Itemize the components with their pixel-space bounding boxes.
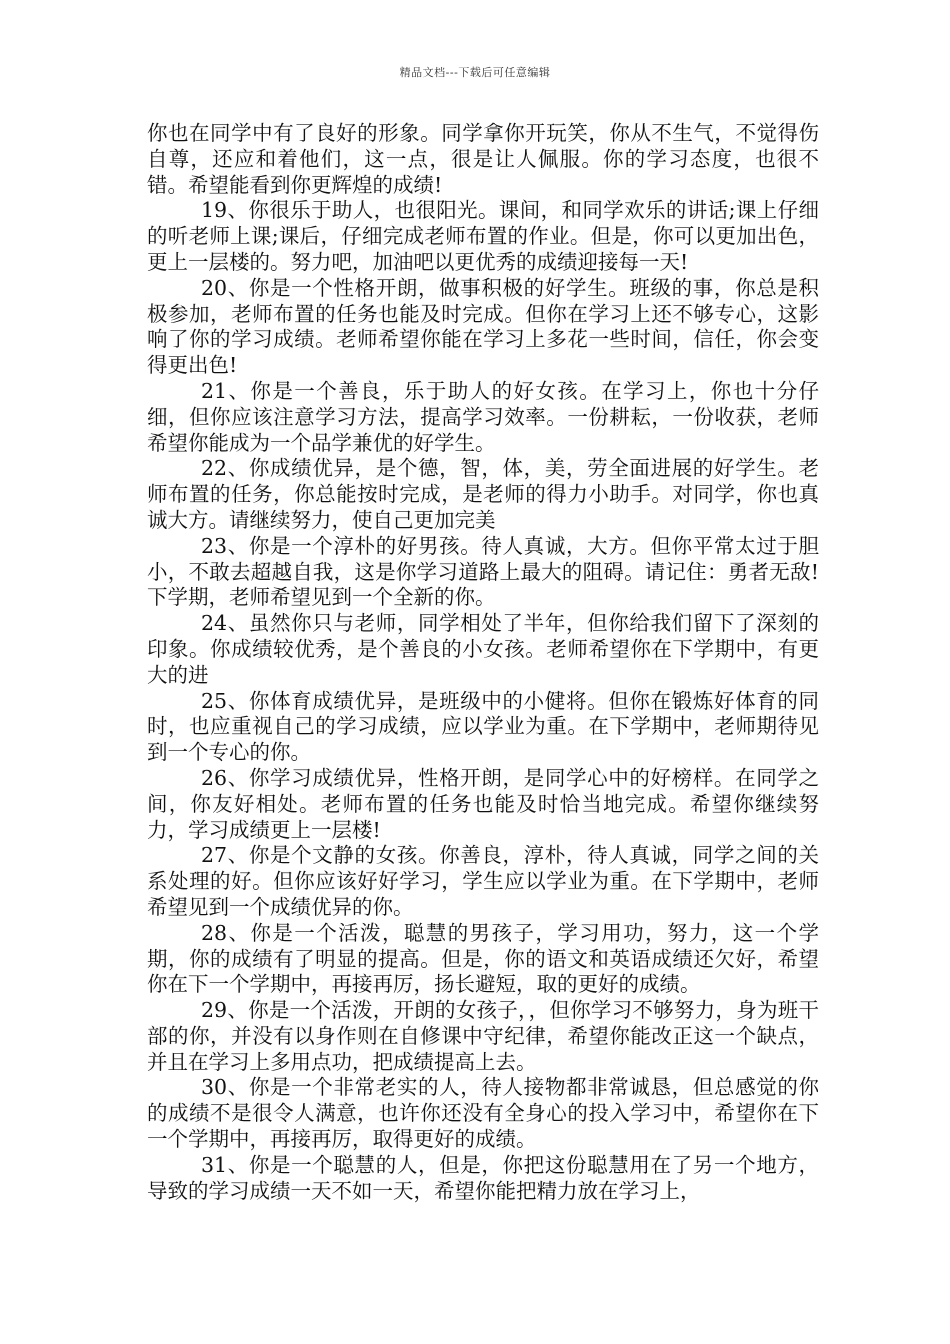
paragraph: 27、你是个文静的女孩。你善良，淳朴，待人真诚，同学之间的关系处理的好。但你应该好好学习，学生应以学业为重。在下学期中，老师希望见到一个成绩优异的你。 — [147, 843, 819, 919]
paragraph: 31、你是一个聪慧的人，但是，你把这份聪慧用在了另一个地方，导致的学习成绩一天不如一天，希望你能把精力放在学习上， — [147, 1152, 819, 1203]
paragraph: 21、你是一个善良，乐于助人的好女孩。在学习上，你也十分仔细，但你应该注意学习方法，提高学习效率。一份耕耘，一份收获，老师希望你能成为一个品学兼优的好学生。 — [147, 378, 819, 455]
paragraph: 19、你很乐于助人，也很阳光。课间，和同学欢乐的讲话;课上仔细的听老师上课;课后，仔细完成老师布置的作业。但是，你可以更加出色，更上一层楼的。努力吧，加油吧以更优秀的成绩迎接每一天! — [147, 198, 819, 274]
paragraph: 24、虽然你只与老师，同学相处了半年，但你给我们留下了深刻的印象。你成绩较优秀，是个善良的小女孩。老师希望你在下学期中，有更大的进 — [147, 611, 819, 687]
paragraph: 你也在同学中有了良好的形象。同学拿你开玩笑，你从不生气，不觉得伤自尊，还应和着他们，这一点，很是让人佩服。你的学习态度，也很不错。希望能看到你更辉煌的成绩! — [147, 121, 819, 197]
document-body — [147, 121, 819, 1204]
paragraph: 20、你是一个性格开朗，做事积极的好学生。班级的事，你总是积极参加，老师布置的任务也能及时完成。但你在学习上还不够专心，这影响了你的学习成绩。老师希望你能在学习上多花一些时间，信任，你会变得更出色! — [147, 275, 819, 378]
paragraph: 29、你是一个活泼，开朗的女孩子，，但你学习不够努力，身为班干部的你，并没有以身作则在自修课中守纪律，希望你能改正这一个缺点，并且在学习上多用点功，把成绩提高上去。 — [147, 998, 819, 1074]
paragraph: 25、你体育成绩优异，是班级中的小健将。但你在锻炼好体育的同时，也应重视自己的学习成绩，应以学业为重。在下学期中，老师期待见到一个专心的你。 — [147, 688, 819, 765]
paragraph: 26、你学习成绩优异，性格开朗，是同学心中的好榜样。在同学之间，你友好相处。老师布置的任务也能及时恰当地完成。希望你继续努力，学习成绩更上一层楼! — [147, 765, 819, 842]
paragraph: 30、你是一个非常老实的人，待人接物都非常诚恳，但总感觉的你的成绩不是很令人满意，也许你还没有全身心的投入学习中，希望你在下一个学期中，再接再厉，取得更好的成绩。 — [147, 1075, 819, 1152]
paragraph: 22、你成绩优异，是个德，智，体，美，劳全面进展的好学生。老师布置的任务，你总能按时完成，是老师的得力小助手。对同学，你也真诚大方。请继续努力，使自己更加完美 — [147, 456, 819, 532]
paragraph: 28、你是一个活泼，聪慧的男孩子，学习用功，努力，这一个学期，你的成绩有了明显的提高。但是，你的语文和英语成绩还欠好，希望你在下一个学期中，再接再厉，扬长避短，取的更好的成绩。 — [147, 920, 819, 997]
paragraph: 23、你是一个淳朴的好男孩。待人真诚，大方。但你平常太过于胆小，不敢去超越自我，这是你学习道路上最大的阻碍。请记住：勇者无敌!下学期，老师希望见到一个全新的你。 — [147, 533, 819, 610]
page-header: 精品文档---下载后可任意编辑 — [399, 66, 551, 79]
